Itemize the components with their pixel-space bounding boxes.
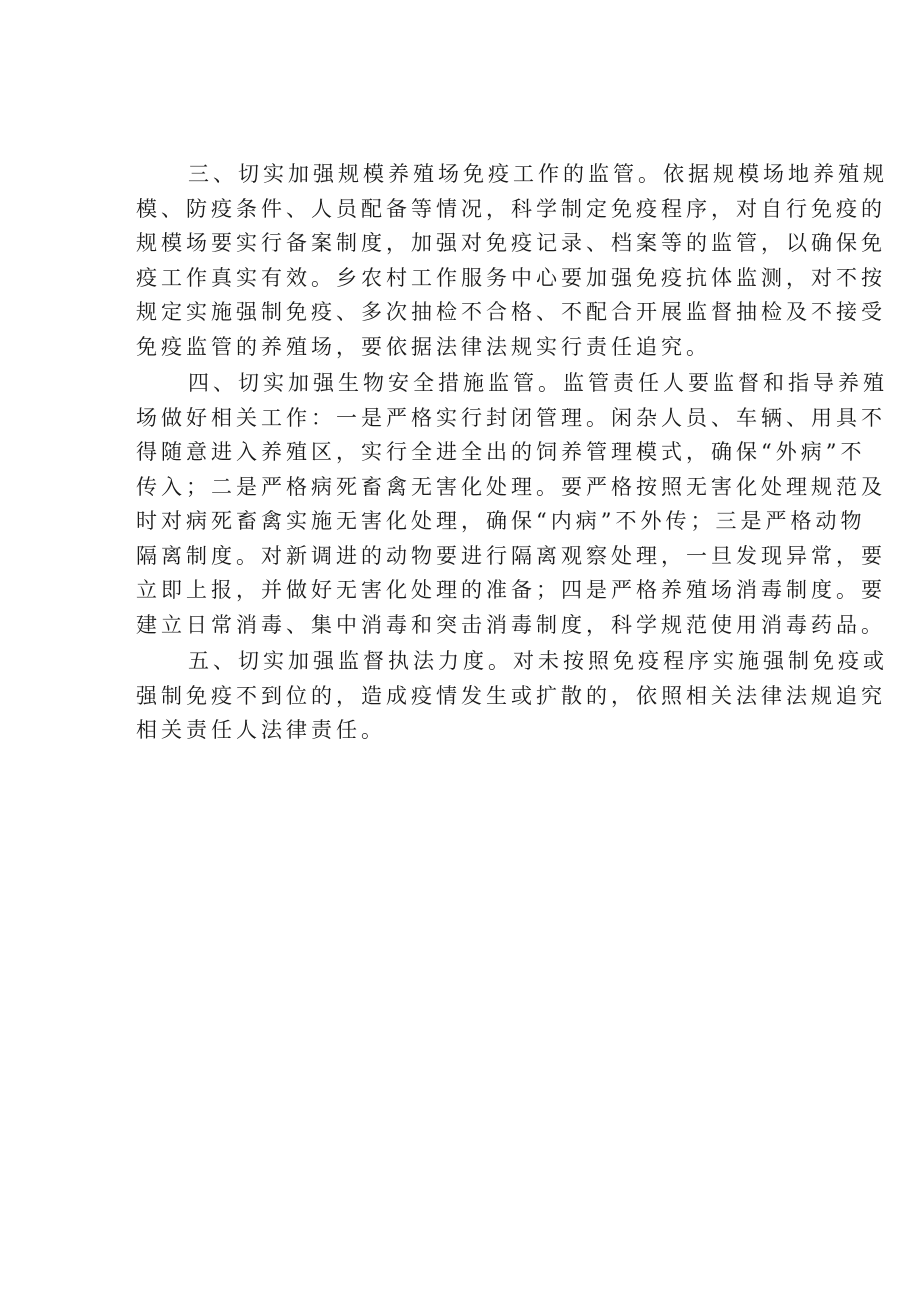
text-line: 隔离制度。对新调进的动物要进行隔离观察处理，一旦发现异常，要 (136, 543, 886, 568)
text-line: 三、切实加强规模养殖场免疫工作的监管。依据规模场地养殖规 (188, 162, 888, 186)
paragraph-section-4 (136, 366, 888, 642)
text-line: 五、切实加强监督执法力度。对未按照免疫程序实施强制免疫或 (188, 649, 888, 673)
text-line: 模、防疫条件、人员配备等情况，科学制定免疫程序，对自行免疫的 (136, 196, 886, 221)
text-line: 立即上报，并做好无害化处理的准备；四是严格养殖场消毒制度。要 (136, 578, 886, 602)
text-line: 场做好相关工作：一是严格实行封闭管理。闲杂人员、车辆、用具不 (136, 405, 886, 430)
text-line: 疫工作真实有效。乡农村工作服务中心要加强免疫抗体监测，对不按 (136, 265, 886, 290)
paragraph-section-5 (136, 644, 888, 748)
text-line: 得随意进入养殖区，实行全进全出的饲养管理模式，确保“外病”不 (136, 440, 866, 464)
text-line: 相关责任人法律责任。 (136, 718, 386, 742)
text-line: 时对病死畜禽实施无害化处理，确保“内病”不外传；三是严格动物 (136, 509, 866, 533)
text-line: 传入；二是严格病死畜禽无害化处理。要严格按照无害化处理规范及 (136, 474, 886, 499)
text-line: 四、切实加强生物安全措施监管。监管责任人要监督和指导养殖 (188, 371, 888, 395)
text-line: 免疫监管的养殖场，要依据法律法规实行责任追究。 (136, 334, 711, 359)
text-line: 规模场要实行备案制度，加强对免疫记录、档案等的监管，以确保免 (136, 231, 886, 255)
document-body (136, 157, 888, 750)
text-line: 强制免疫不到位的，造成疫情发生或扩散的，依照相关法律法规追究 (136, 683, 886, 708)
text-line: 建立日常消毒、集中消毒和突击消毒制度，科学规范使用消毒药品。 (136, 612, 886, 637)
text-line: 规定实施强制免疫、多次抽检不合格、不配合开展监督抽检及不接受 (136, 300, 886, 324)
paragraph-section-3 (136, 157, 888, 364)
